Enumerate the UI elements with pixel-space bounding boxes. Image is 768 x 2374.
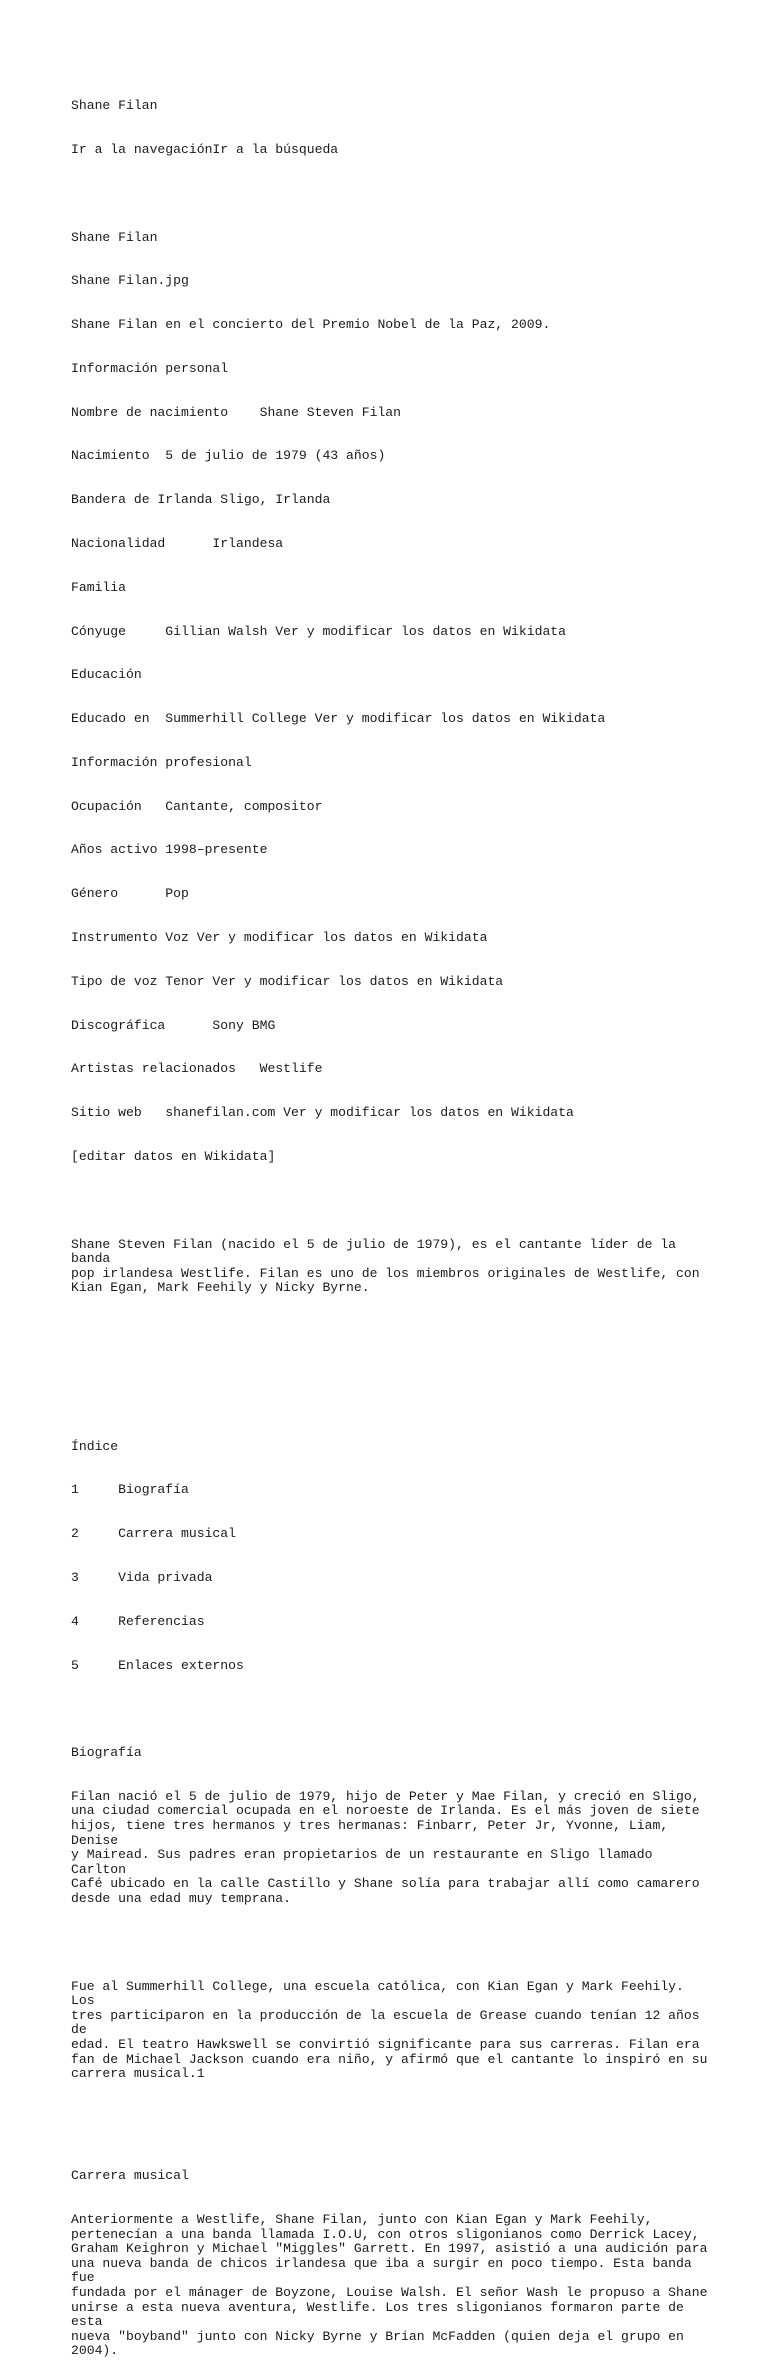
spacer — [71, 1340, 711, 1367]
infobox — [71, 201, 711, 1193]
infobox-section-professional: Información profesional — [71, 754, 252, 770]
infobox-section-education: Educación — [71, 667, 142, 683]
infobox-row-birth: Nacimiento 5 de julio de 1979 (43 años) — [71, 448, 386, 464]
spacer — [71, 2111, 711, 2126]
infobox-row-spouse: Cónyuge Gillian Walsh Ver y modificar los datos en Wikidata — [71, 623, 567, 639]
infobox-row-instrument: Instrumento Voz Ver y modificar los datos en Wikidata — [71, 930, 488, 946]
infobox-name: Shane Filan — [71, 229, 158, 245]
infobox-section-family: Familia — [71, 579, 127, 595]
section-heading-biography: Biografía — [71, 1745, 142, 1761]
biography-paragraph-2: Fue al Summerhill College, una escuela católica, con Kian Egan y Mark Feehily. Los tres participaron en la producción de la escuela de Grease cuando tenían 12 años de edad. El teatro Hawkswell se convirtió significante para sus carreras. Filan era fan de Michael Jackson cuando era niño, y afirmó que el cantante lo inspiró en su carrera musical.1 — [71, 1978, 708, 2082]
toc-item-private-life[interactable]: 3 Vida privada — [71, 1569, 213, 1585]
infobox-row-genre: Género Pop — [71, 886, 189, 902]
infobox-row-nationality: Nacionalidad Irlandesa — [71, 536, 284, 551]
document-page — [71, 70, 711, 2374]
biography-paragraph-1: Filan nació el 5 de julio de 1979, hijo de Peter y Mae Filan, y creció en Sligo, una ciudad comercial ocupada en el noroeste de Irlanda. Es el más joven de siete hijos, tiene tres hermanos y tres hermanas: Finbarr, Peter Jr, Yvonne, Liam, Denise y Mairead. Sus padres eran propietarios de un restaurante en Sligo llamado Carlton Café ubicado en la calle Castillo y Shane solía para trabajar allí como camarero desde una edad muy temprana. — [71, 1788, 700, 1907]
infobox-row-years: Años activo 1998–presente — [71, 842, 268, 858]
infobox-caption: Shane Filan en el concierto del Premio Nobel de la Paz, 2009. — [71, 317, 551, 333]
page-title: Shane Filan — [71, 98, 158, 114]
infobox-row-birthplace: Bandera de Irlanda Sligo, Irlanda — [71, 492, 331, 508]
skip-links[interactable]: Ir a la navegaciónIr a la búsqueda — [71, 141, 339, 157]
infobox-row-voice: Tipo de voz Tenor Ver y modificar los datos en Wikidata — [71, 973, 504, 989]
spacer — [71, 1936, 711, 1951]
infobox-section-personal: Información personal — [71, 360, 229, 376]
career-paragraph-1: Anteriormente a Westlife, Shane Filan, junto con Kian Egan y Mark Feehily, pertenecían a una banda llamada I.O.U, con otros sligonianos como Derrick Lacey, Graham Keighron y Michael "Miggles" Garrett. En 1997, asistió a una audición para una nueva banda de chicos irlandesa que iba a surgir en poco tiempo. Esta banda fue fundada por el mánager de Boyzone, Louise Walsh. El señor Wash le propuso a Shane unirse a esta nueva aventura, Westlife. Los tres sligonianos formaron parte de esta nueva "boyband" junto con Nicky Byrne y Brian McFadden (quien deja el grupo en 2004). — [71, 2212, 708, 2359]
intro-paragraph: Shane Steven Filan (nacido el 5 de julio de 1979), es el cantante líder de la banda pop irlandesa Westlife. Filan es uno de los miembros originales de Westlife, con Kian Egan, Mark Feehily y Nicky Byrne. — [71, 1236, 700, 1296]
infobox-row-label: Discográfica Sony BMG — [71, 1017, 276, 1033]
edit-wikidata-link[interactable]: [editar datos en Wikidata] — [71, 1148, 276, 1164]
toc-item-references[interactable]: 4 Referencias — [71, 1613, 205, 1629]
toc-heading: Índice — [71, 1438, 119, 1454]
infobox-row-website: Sitio web shanefilan.com Ver y modificar los datos en Wikidata — [71, 1105, 574, 1121]
infobox-row-education: Educado en Summerhill College Ver y modificar los datos en Wikidata — [71, 711, 606, 727]
toc-item-career[interactable]: 2 Carrera musical — [71, 1526, 237, 1542]
infobox-image-link[interactable]: Shane Filan.jpg — [71, 273, 189, 289]
toc-item-biography[interactable]: 1 Biografía — [71, 1482, 189, 1498]
infobox-row-occupation: Ocupación Cantante, compositor — [71, 798, 323, 814]
infobox-row-birth-name: Nombre de nacimiento Shane Steven Filan — [71, 404, 402, 420]
toc-item-external-links[interactable]: 5 Enlaces externos — [71, 1657, 244, 1673]
infobox-row-related: Artistas relacionados Westlife — [71, 1061, 323, 1077]
table-of-contents — [71, 1410, 711, 1702]
section-heading-career: Carrera musical — [71, 2168, 189, 2184]
